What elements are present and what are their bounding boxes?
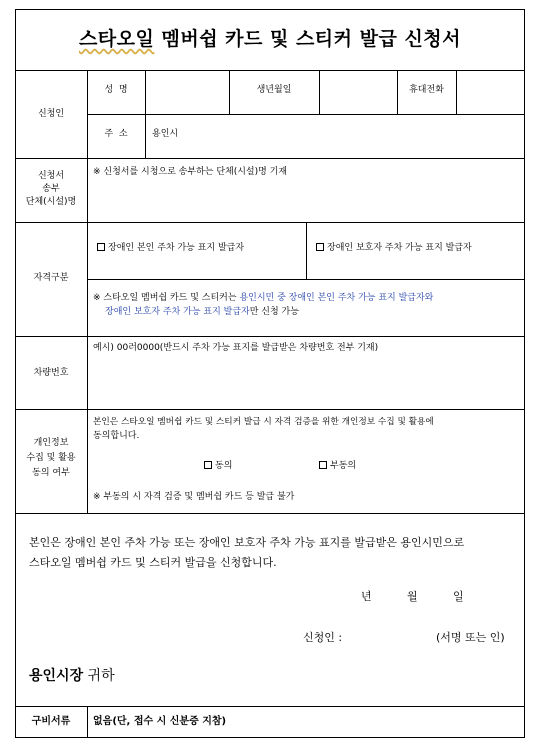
divider-declaration — [15, 706, 525, 707]
checkbox-agree[interactable] — [204, 461, 212, 469]
privacy-text-line2: 동의합니다. — [93, 431, 140, 441]
divider-applicant — [15, 158, 525, 159]
privacy-label — [15, 436, 87, 481]
qual-option-guardian[interactable] — [316, 242, 472, 255]
privacy-disagree-label: 부동의 — [330, 461, 357, 471]
privacy-agree-label: 동의 — [215, 461, 233, 471]
applicant-sign-label: 신청인 : — [303, 631, 343, 644]
address-field[interactable]: 용인시 — [152, 129, 179, 139]
date-day: 일 — [453, 590, 464, 603]
divider-vehicle — [15, 409, 525, 410]
checkbox-self[interactable] — [97, 243, 105, 251]
org-label-line3: 단체(시설)명 — [25, 197, 77, 207]
signature-label: (서명 또는 인) — [436, 631, 505, 644]
checkbox-guardian[interactable] — [316, 243, 324, 251]
divider-name-label — [145, 70, 146, 158]
checkbox-disagree[interactable] — [319, 461, 327, 469]
qualification-label: 자격구분 — [33, 273, 69, 283]
divider-privacy — [15, 513, 525, 514]
privacy-text-line1: 본인은 스타오일 멤버쉽 카드 및 스티커 발급 시 자격 검증을 위한 개인정보 수집 및 활용에 — [93, 417, 434, 427]
divider-qual — [15, 336, 525, 337]
documents-value: 없음(단, 접수 시 신분증 지참) — [93, 716, 227, 727]
divider-title — [15, 70, 525, 71]
divider-qual-inner — [87, 279, 525, 280]
divider-org — [15, 222, 525, 223]
divider-applicant-inner — [87, 114, 525, 115]
divider-phone-label — [456, 70, 457, 114]
name-label: 성 명 — [104, 85, 128, 95]
date-year: 년 — [361, 590, 372, 603]
divider-qual-options — [306, 222, 307, 279]
declaration-line1: 본인은 장애인 본인 주차 가능 또는 장애인 보호자 주차 가능 표지를 발급받은 용인시민으로 — [29, 536, 465, 549]
declaration-line2: 스타오일 멤버쉽 카드 및 스티커 발급을 신청합니다. — [29, 556, 277, 569]
vehicle-example[interactable]: 예시) 00러0000(반드시 주차 가능 표지를 발급받은 차량번호 전부 기재) — [93, 343, 379, 353]
form-frame — [15, 9, 525, 738]
privacy-label-line3: 동의 여부 — [32, 468, 70, 478]
addressee-rest: 귀하 — [83, 668, 115, 684]
vehicle-label: 차량번호 — [33, 368, 69, 378]
privacy-label-line1: 개인정보 — [33, 438, 69, 448]
addressee — [29, 667, 115, 685]
qual-note-line1 — [93, 292, 433, 305]
divider-birth-label — [319, 70, 320, 114]
org-note: ※ 신청서를 시청으로 송부하는 단체(시설)명 기재 — [93, 167, 288, 177]
qual-note-blue1: 용인시민 중 장애인 본인 주차 가능 표지 발급자와 — [239, 293, 434, 303]
qual-option-guardian-label: 장애인 보호자 주차 가능 표지 발급자 — [327, 243, 472, 253]
title-highlight: 스타오일 — [78, 28, 155, 50]
date-month: 월 — [407, 590, 418, 603]
org-label-line1: 신청서 — [37, 171, 65, 181]
qual-note-line2 — [105, 306, 299, 319]
privacy-note: ※ 부동의 시 자격 검증 및 멤버쉽 카드 등 발급 불가 — [93, 492, 295, 502]
privacy-disagree-option[interactable] — [319, 460, 356, 473]
qual-note-prefix: ※ 스타오일 멤버쉽 카드 및 스티커는 — [93, 293, 240, 303]
title-rest: 멤버쉽 카드 및 스티커 발급 신청서 — [154, 28, 462, 50]
org-label-line2: 송부 — [42, 184, 60, 194]
qual-option-self[interactable] — [97, 242, 244, 255]
privacy-agree-option[interactable] — [204, 460, 232, 473]
qual-note-blue2: 장애인 보호자 주차 가능 표지 발급자 — [105, 307, 250, 317]
qual-note-suffix: 만 신청 가능 — [249, 307, 299, 317]
org-label — [15, 170, 87, 209]
birth-label: 생년월일 — [256, 85, 292, 95]
qual-option-self-label: 장애인 본인 주차 가능 표지 발급자 — [108, 243, 245, 253]
documents-label: 구비서류 — [31, 716, 71, 727]
addressee-bold: 용인시장 — [29, 668, 84, 684]
applicant-section-label: 신청인 — [37, 109, 65, 119]
privacy-label-line2: 수집 및 활용 — [26, 453, 76, 463]
phone-label: 휴대전화 — [409, 85, 444, 95]
divider-docs — [87, 706, 88, 738]
address-label: 주 소 — [104, 129, 128, 139]
